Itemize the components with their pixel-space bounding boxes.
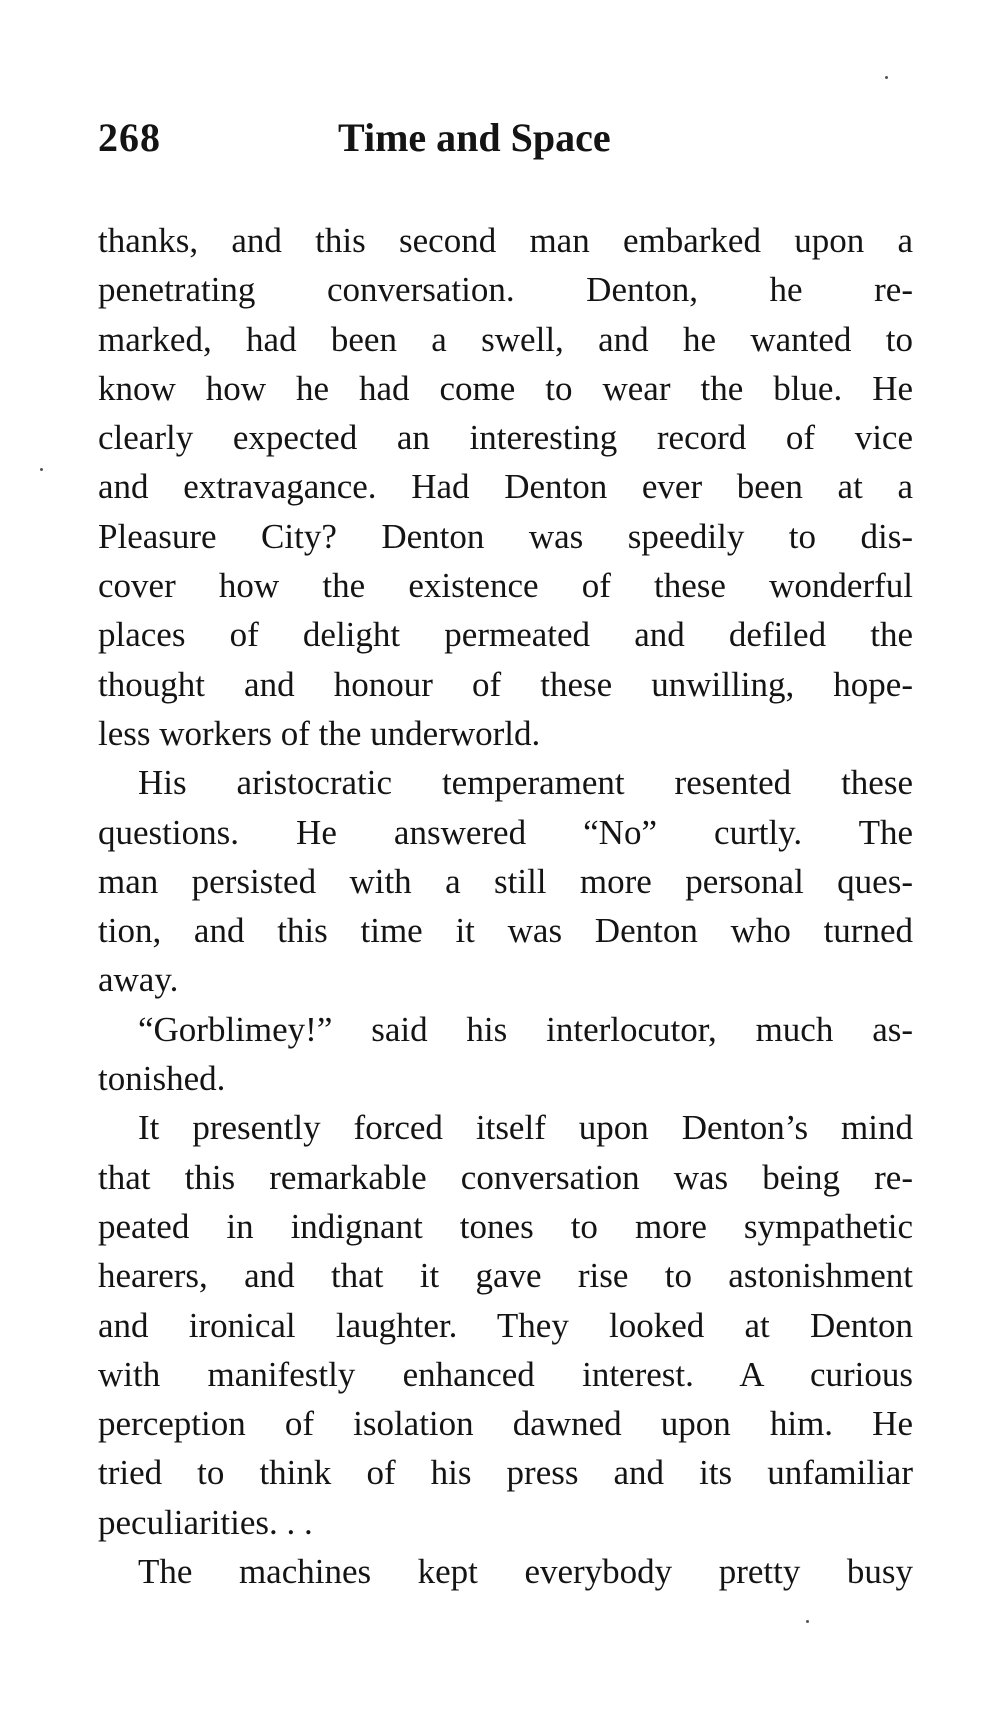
text-line: His aristocratic temperament resented these: [138, 763, 913, 803]
text-line: peculiarities. . .: [98, 1502, 313, 1542]
text-line: less workers of the underworld.: [98, 713, 541, 753]
paragraph: [98, 1005, 913, 1104]
text-line: marked, had been a swell, and he wanted to: [98, 319, 913, 359]
scan-speck: [885, 76, 888, 79]
scan-speck: [40, 468, 43, 471]
text-line: thought and honour of these unwilling, hope-: [98, 664, 913, 704]
text-line: away.: [98, 960, 179, 1000]
text-line: places of delight permeated and defiled the: [98, 615, 913, 655]
text-line: thanks, and this second man embarked upon a: [98, 221, 913, 260]
text-line: cover how the existence of these wonderful: [98, 566, 913, 606]
text-line: Pleasure City? Denton was speedily to dis-: [98, 516, 913, 556]
text-line: “Gorblimey!” said his interlocutor, much as-: [138, 1009, 913, 1049]
text-line: peated in indignant tones to more sympathetic: [98, 1206, 913, 1246]
paragraph: [98, 758, 913, 1004]
text-line: questions. He answered “No” curtly. The: [98, 812, 913, 852]
paragraph: [98, 1547, 913, 1596]
text-line: man persisted with a still more personal ques-: [98, 861, 913, 901]
text-line: The machines kept everybody pretty busy: [138, 1552, 913, 1592]
paragraph: [98, 1103, 913, 1547]
text-line: clearly expected an interesting record of vice: [98, 418, 913, 458]
text-line: tonished.: [98, 1059, 226, 1099]
text-line: and ironical laughter. They looked at Denton: [98, 1305, 913, 1345]
text-line: that this remarkable conversation was being re-: [98, 1157, 913, 1197]
text-line: It presently forced itself upon Denton’s mind: [138, 1108, 913, 1148]
text-line: hearers, and that it gave rise to astonishment: [98, 1256, 913, 1296]
text-line: with manifestly enhanced interest. A curious: [98, 1354, 913, 1394]
text-line: and extravagance. Had Denton ever been at a: [98, 467, 913, 507]
body-text: [98, 216, 913, 1596]
paragraph: [98, 216, 913, 758]
text-line: tried to think of his press and its unfamiliar: [98, 1453, 913, 1493]
text-line: tion, and this time it was Denton who turned: [98, 911, 913, 951]
page-number: 268: [98, 115, 161, 160]
text-line: know how he had come to wear the blue. He: [98, 368, 913, 408]
scan-speck: [806, 1620, 809, 1623]
running-head: [98, 115, 918, 178]
book-title: Time and Space: [338, 115, 611, 160]
text-line: perception of isolation dawned upon him. He: [98, 1404, 913, 1444]
text-line: penetrating conversation. Denton, he re-: [98, 270, 913, 310]
